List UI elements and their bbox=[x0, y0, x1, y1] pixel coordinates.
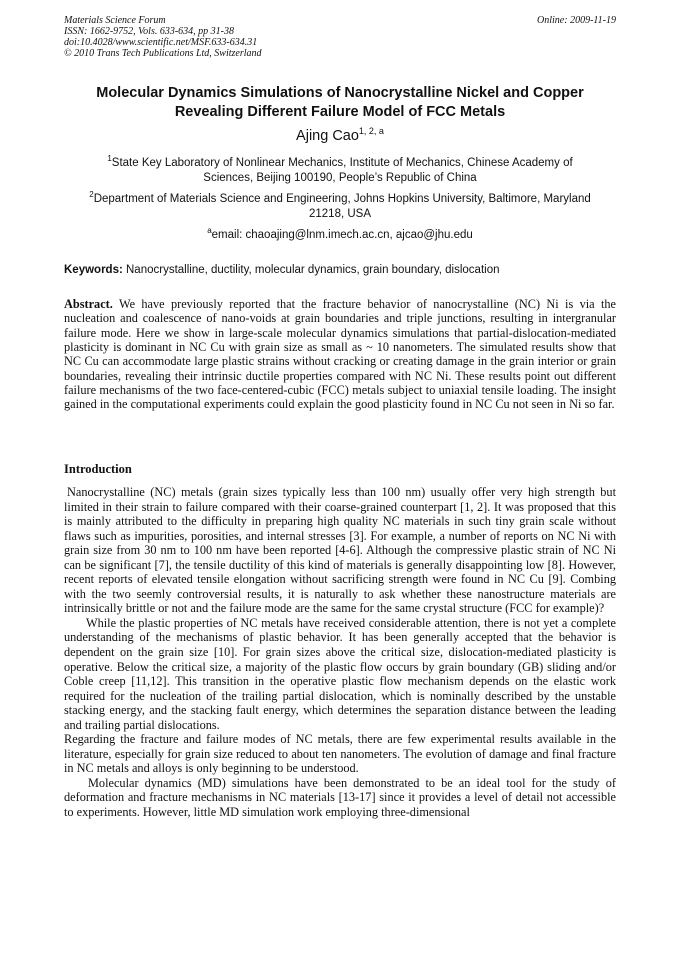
intro-paragraph-4: Molecular dynamics (MD) simulations have been demonstrated to be an ideal tool for the study of deformation and fracture mechanisms in NC materials [13-17] since it provides a level of detail not accessible to experiments. However, little MD simulation work employing three-dimensional bbox=[64, 775, 616, 820]
affiliation-1-line-2: Sciences, Beijing 100190, People’s Republic of China bbox=[203, 172, 477, 184]
title-line-1: Molecular Dynamics Simulations of Nanocrystalline Nickel and Copper bbox=[96, 85, 584, 101]
abstract-text: We have previously reported that the fracture behavior of nanocrystalline (NC) Ni is via the nucleation and coalescence of nano-voids at grain boundaries and triple junctions, resulting in intergranular failure mode. Here we show in large-scale molecular dynamics simulations that partial-dislocation-mediated plasticity is dominant in NC Cu with grain size as small as ~ 10 nanometers. The simulated results show that NC Cu can accommodate large plastic strains without cracking or creating damage in the grain interior or grain boundaries, revealing their intrinsic ductile properties compared with NC Ni. These results point out different failure mechanisms of the two face-centered-cubic (FCC) metals subject to uniaxial tensile loading. The insight gained in the computational experiments could explain the good plasticity found in NC Cu not seen in Ni so far. bbox=[64, 297, 616, 412]
copyright-line: © 2010 Trans Tech Publications Ltd, Switzerland bbox=[64, 48, 262, 59]
intro-paragraph-2: While the plastic properties of NC metals have received considerable attention, there is not yet a complete understanding of the mechanisms of plastic behavior. It has been generally accepted that the behavior is dependent on the grain size [10]. For grain sizes above the critical size, dislocation-mediated plasticity is operative. Below the critical size, a majority of the plastic flow occurs by grain boundary (GB) sliding and/or Coble creep [11,12]. This transition in the operative plastic flow mechanism depends on the elastic work required for the nucleation of the trailing partial dislocation, which is nominally described by the unstable stacking energy, and the stacking fault energy, which determines the separation distance between the leading and trailing partial dislocations. bbox=[64, 615, 616, 732]
author-line bbox=[64, 127, 616, 145]
issn-line: ISSN: 1662-9752, Vols. 633-634, pp 31-38 bbox=[64, 26, 234, 37]
affiliation-2 bbox=[64, 192, 616, 222]
title-line-2: Revealing Different Failure Model of FCC Metals bbox=[174, 104, 506, 120]
intro-paragraph-3: Regarding the fracture and failure modes of NC metals, there are few experimental results available in the literature, especially for grain size reduced to about ten nanometers. The evolution of damage and final fracture in NC metals and alloys is only beginning to be understood. bbox=[64, 732, 616, 776]
section-heading-introduction: Introduction bbox=[64, 462, 132, 476]
doi-line: doi:10.4028/www.scientific.net/MSF.633-634.31 bbox=[64, 37, 258, 48]
abstract-label: Abstract. bbox=[64, 297, 113, 311]
email-addresses: email: chaoajing@lnm.imech.ac.cn, ajcao@jhu.edu bbox=[211, 229, 473, 241]
affiliation-1 bbox=[64, 156, 616, 186]
abstract bbox=[64, 297, 616, 412]
affiliation-1-line-1: State Key Laboratory of Nonlinear Mechanics, Institute of Mechanics, Chinese Academy of bbox=[111, 157, 573, 169]
affiliation-2-line-2: 21218, USA bbox=[308, 208, 371, 220]
affiliation-2-marker: 2 bbox=[89, 190, 94, 199]
affiliation-1-marker: 1 bbox=[107, 154, 112, 163]
keywords-text: Nanocrystalline, ductility, molecular dynamics, grain boundary, dislocation bbox=[122, 264, 500, 276]
journal-header bbox=[64, 15, 616, 59]
journal-name: Materials Science Forum bbox=[64, 15, 166, 26]
affiliation-2-line-1: Department of Materials Science and Engineering, Johns Hopkins University, Baltimore, Maryland bbox=[93, 193, 591, 205]
keywords-label: Keywords: bbox=[64, 264, 123, 276]
email-line bbox=[64, 228, 616, 243]
author-name: Ajing Cao bbox=[296, 128, 359, 144]
paper-title bbox=[60, 84, 620, 122]
email-marker: a bbox=[207, 226, 212, 235]
introduction-body bbox=[64, 485, 616, 820]
keywords bbox=[64, 263, 624, 278]
online-date: Online: 2009-11-19 bbox=[537, 15, 616, 26]
intro-paragraph-1: Nanocrystalline (NC) metals (grain sizes typically less than 100 nm) usually offer very high strength but limited in their strain to failure compared with their coarse-grained counterpart [1, 2]. It was proposed that this is mainly attributed to the difficulty in preparing high quality NC materials in such tiny grain scale without flaws such as impurities, porosities, and internal stresses [3]. For example, a number of reports on NC Ni with grain size from 30 nm to 100 nm have been reported [4-6]. Although the compressive plastic strain of NC Ni can be significant [7], the tensile ductility of this kind of materials is generally disappointing low [8]. However, recent reports of elevated tensile elongation without sacrificing strength were found in NC Cu [9]. Combing with the two seemly controversial results, it is naturally to ask whether these nanostructure materials are intrinsically brittle or not and the failure mode are the same for the same crystal structure (FCC for example)? bbox=[64, 485, 616, 616]
author-superscript: 1, 2, a bbox=[358, 126, 384, 136]
